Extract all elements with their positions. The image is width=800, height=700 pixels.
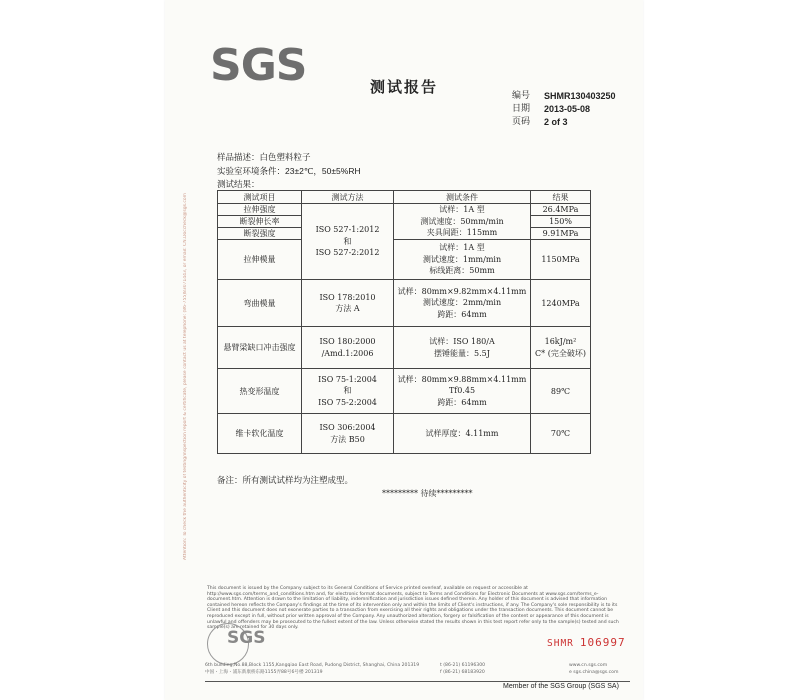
header-condition: 测试条件 (394, 191, 531, 204)
lab-env (217, 165, 361, 179)
condition-cell (394, 280, 531, 327)
method-line: 和 (343, 386, 352, 396)
method-cell (302, 369, 394, 414)
method-line: ISO 527-1:2012 (315, 225, 380, 235)
result-cell: 1150MPa (531, 240, 591, 280)
condition-cell (394, 369, 531, 414)
table-row (218, 414, 591, 454)
lab-env-value: 23±2℃，50±5%RH (285, 166, 361, 176)
footer-phone (440, 662, 485, 676)
condition-line: 测试速度：50mm/min (420, 216, 504, 226)
method-line: 方法 A (335, 304, 360, 313)
method-line: ISO 75-2:2004 (318, 397, 377, 407)
remark-note: 备注：所有测试试样均为注塑成型。 (217, 476, 354, 486)
terms-fine-print: This document is issued by the Company subject to its General Conditions of Service printed overleaf, available on request or accessible at http://www.sgs.com/terms_and_conditions.htm and, for electronic format documents, subject to Terms and Conditions for Electronic Documents at www.sgs.com/terms_e-document.htm. Attention is drawn to the limitation of liability, indemnification and jurisdiction issues defined therein. Any holder of this document is advised that information contained hereon reflects the Company's findings at the time of its intervention only and within the limits of Client's instructions, if any. The Company's sole responsibility is to its Client and this document does not exonerate parties to a transaction from exercising all their rights and obligations under the transaction documents. This document cannot be reproduced except in full, without prior written approval of the Company. Any unauthorized alteration, forgery or falsification of the content or appearance of this document is unlawful and offenders may be prosecuted to the fullest extent of the law. Unless otherwise stated the results shown in this test report refer only to the sample(s) tested and such sample(s) are retained for 30 days only. (207, 586, 619, 631)
header-result: 结果 (531, 191, 591, 204)
serial-prefix: SHMR (547, 638, 574, 649)
result-cell: 70℃ (531, 414, 591, 454)
meta-label: 页码 (512, 117, 531, 127)
meta-label: 编号 (512, 91, 531, 101)
table-row (218, 204, 591, 216)
condition-line: 夹具间距：115mm (426, 228, 498, 238)
item-cell: 热变形温度 (218, 369, 302, 414)
method-line: ISO 178:2010 (319, 292, 376, 302)
sample-desc (217, 152, 361, 165)
result-cell: 9.91MPa (531, 228, 591, 240)
serial-number (547, 636, 626, 649)
result-cell: 89℃ (531, 369, 591, 414)
meta-label: 日期 (512, 104, 531, 114)
sample-desc-value: 白色塑料粒子 (259, 153, 311, 163)
condition-line: 测试速度：2mm/min (422, 298, 502, 308)
condition-line: 跨距：64mm (437, 397, 487, 407)
condition-cell (394, 327, 531, 369)
result-line: 16kJ/m² (544, 337, 577, 346)
item-cell: 拉伸强度 (218, 204, 302, 216)
meta-value: SHMR130403250 (544, 91, 616, 101)
method-line: /Amd.1:2006 (321, 348, 374, 358)
table-row (218, 369, 591, 414)
side-text: Attention: To check the authenticity of testing/inspection report & certificate, please contact us at telephone: (86-755)83071443, or email: CN.Doccheck@sgs.com (183, 192, 188, 560)
header-method: 测试方法 (302, 191, 394, 204)
item-cell: 维卡软化温度 (218, 414, 302, 454)
method-line: 和 (343, 236, 352, 246)
method-cell (302, 204, 394, 280)
meta-row (512, 103, 616, 116)
results-table (217, 190, 591, 454)
address-cn: 中国・上海・浦东新康桥东路1155弄88号6号楼 201319 (205, 670, 323, 675)
condition-line: 试样厚度：4.11mm (425, 428, 499, 438)
method-line: ISO 180:2000 (319, 337, 376, 346)
table-header-row (218, 191, 591, 204)
phone-tel: t (86-21) 61196300 (440, 663, 486, 668)
sgs-logo: SGS (210, 40, 307, 91)
table-row (218, 240, 591, 280)
meta-row (512, 90, 616, 103)
header-item: 测试项目 (218, 191, 302, 204)
item-cell: 悬臂梁缺口冲击强度 (218, 327, 302, 369)
footer-divider (205, 681, 630, 682)
method-cell (302, 327, 394, 369)
condition-line: 摆锤能量：5.5J (434, 348, 490, 358)
method-cell (302, 280, 394, 327)
phone-fax: f (86-21) 68183920 (440, 670, 485, 675)
method-line: ISO 75-1:2004 (318, 374, 377, 384)
item-cell: 断裂强度 (218, 228, 302, 240)
meta-row (512, 116, 616, 129)
condition-cell (394, 414, 531, 454)
footer-web (569, 662, 618, 676)
meta-value: 2013-05-08 (544, 104, 591, 114)
item-cell: 拉伸模量 (218, 240, 302, 280)
item-cell: 断裂伸长率 (218, 216, 302, 228)
result-line: C* (完全破坏) (535, 348, 586, 358)
condition-line: 试样：80mm×9.82mm×4.11mm (397, 286, 527, 296)
condition-line: 试样：80mm×9.88mm×4.11mm (397, 374, 527, 384)
result-cell: 26.4MPa (531, 204, 591, 216)
condition-line: 试样：1A 型 (439, 243, 485, 253)
condition-line: 试样：1A 型 (439, 205, 485, 215)
meta-value: 2 of 3 (544, 117, 568, 127)
report-meta (512, 90, 616, 129)
condition-line: 试样：ISO 180/A (429, 337, 495, 346)
report-title: 测试报告 (370, 78, 439, 96)
serial-value: 106997 (579, 636, 626, 649)
condition-line: 标线距离：50mm (429, 266, 495, 276)
method-line: ISO 527-2:2012 (315, 248, 380, 258)
sample-info (217, 152, 361, 192)
result-cell: 1240MPa (531, 280, 591, 327)
condition-cell (394, 240, 531, 280)
website: www.cn.sgs.com (569, 663, 608, 668)
footer-address (205, 662, 419, 676)
seal-logo: SGS (227, 628, 266, 648)
item-cell: 弯曲模量 (218, 280, 302, 327)
email: e sgs.china@sgs.com (569, 670, 619, 675)
member-statement: Member of the SGS Group (SGS SA) (503, 683, 619, 690)
result-cell (531, 327, 591, 369)
condition-cell (394, 204, 531, 240)
condition-line: 测试速度：1mm/min (422, 254, 502, 264)
condition-line: Tf0.45 (448, 386, 476, 396)
continued-marker: ********* 待续********* (382, 489, 473, 498)
sample-desc-label: 样品描述： (217, 153, 260, 163)
table-row (218, 280, 591, 327)
condition-line: 跨距：64mm (437, 309, 487, 319)
results-label: 测试结果： (217, 180, 260, 190)
method-cell (302, 414, 394, 454)
method-line: 方法 B50 (330, 434, 365, 444)
verification-side-text (183, 130, 191, 560)
table-row (218, 327, 591, 369)
address-en: 6th building,No.88,Block 1155,Kangqiao East Road, Pudong District, Shanghai, China 201319 (205, 663, 420, 668)
method-line: ISO 306:2004 (319, 423, 376, 432)
result-cell: 150% (531, 216, 591, 228)
lab-env-label: 实验室环境条件： (217, 167, 286, 177)
